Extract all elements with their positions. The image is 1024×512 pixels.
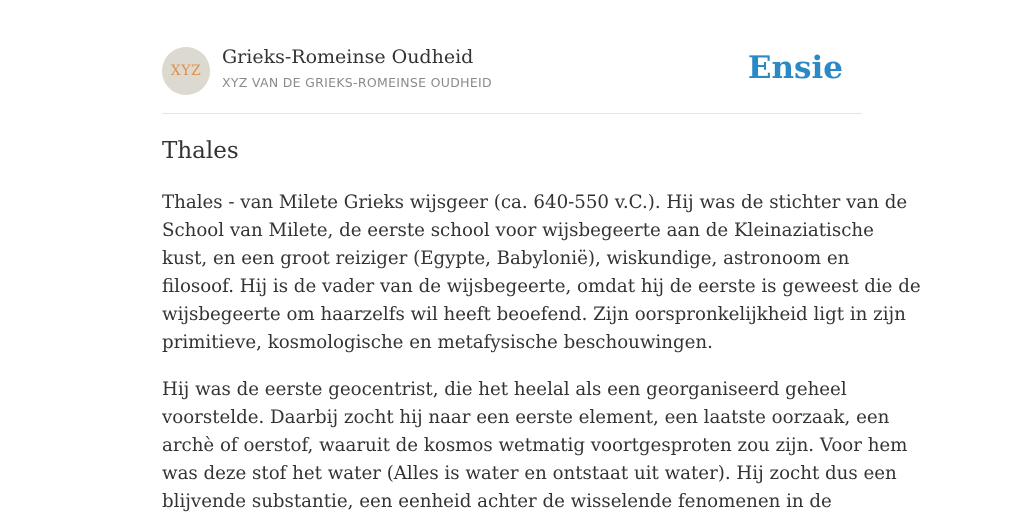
text-line: kust, en een groot reiziger (Egypte, Babylonië), wiskundige, astronoom en [162, 248, 850, 269]
ensie-logo[interactable]: Ensie [747, 50, 843, 86]
article-title: Thales [162, 138, 239, 164]
text-line: was deze stof het water (Alles is water en ontstaat uit water). Hij zocht dus een [162, 463, 897, 484]
source-avatar[interactable]: XYZ [162, 47, 210, 95]
text-line: Hij was de eerste geocentrist, die het heelal als een georganiseerd geheel [162, 379, 847, 400]
text-line: wijsbegeerte om haarzelfs wil heeft beoefend. Zijn oorspronkelijkheid ligt in zijn [162, 304, 906, 325]
paragraph [162, 376, 908, 512]
article-body [162, 189, 921, 512]
text-line: archè of oerstof, waaruit de kosmos wetmatig voortgesproten zou zijn. Voor hem [162, 435, 908, 456]
paragraph [162, 189, 921, 357]
text-line: Thales - van Milete Grieks wijsgeer (ca. 640-550 v.C.). Hij was de stichter van de [162, 192, 908, 213]
header-divider [162, 113, 862, 114]
text-line: primitieve, kosmologische en metafysische beschouwingen. [162, 332, 713, 353]
source-title[interactable]: Grieks-Romeinse Oudheid [222, 46, 474, 68]
source-header [162, 46, 862, 96]
text-line: School van Milete, de eerste school voor wijsbegeerte aan de Kleinaziatische [162, 220, 874, 241]
text-line: blijvende substantie, een eenheid achter de wisselende fenomenen in de [162, 491, 832, 512]
text-line: filosoof. Hij is de vader van de wijsbegeerte, omdat hij de eerste is geweest die de [162, 276, 921, 297]
text-line: voorstelde. Daarbij zocht hij naar een eerste element, een laatste oorzaak, een [162, 407, 890, 428]
source-subtitle: XYZ VAN DE GRIEKS-ROMEINSE OUDHEID [222, 75, 492, 90]
